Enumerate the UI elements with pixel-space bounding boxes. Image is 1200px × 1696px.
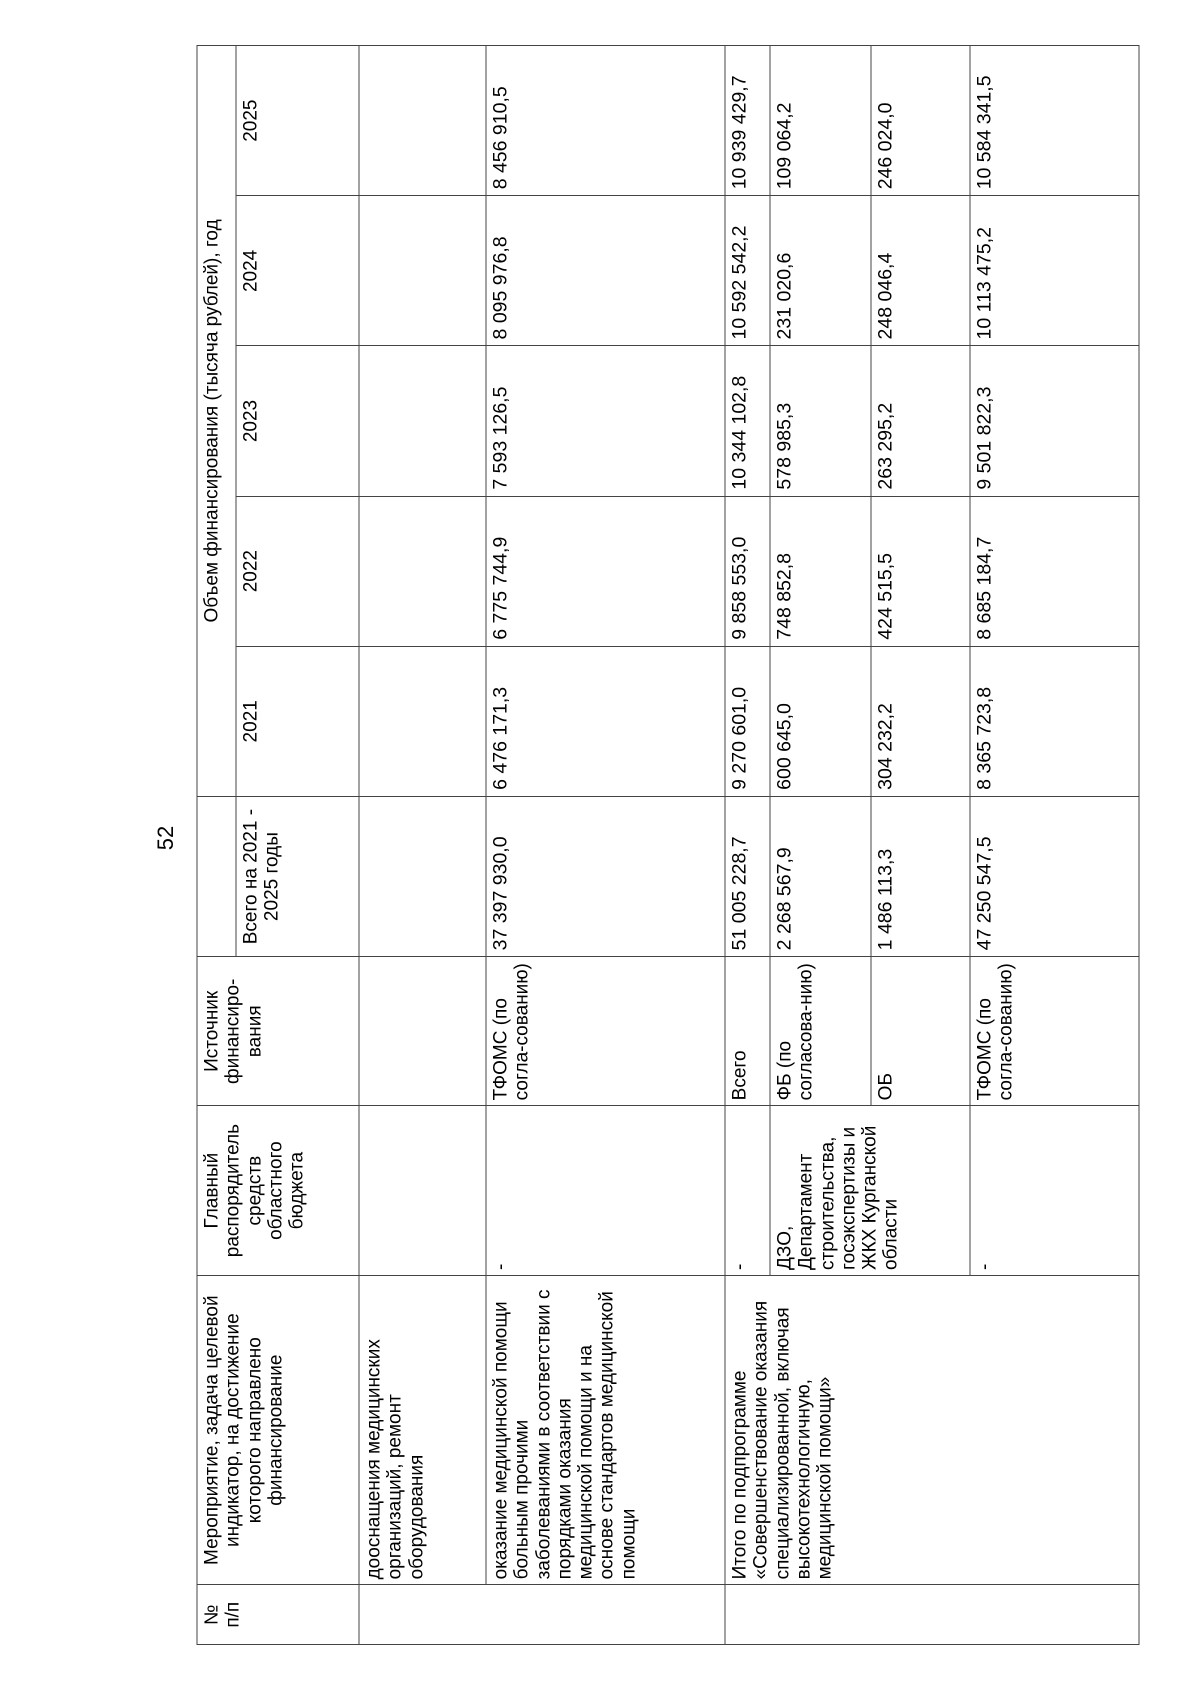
table-row (359, 46, 486, 1645)
subtotal-value: 246 024,0 (871, 46, 970, 196)
row-manager: - (486, 1106, 725, 1276)
header-total: Всего на 2021 - 2025 годы (236, 796, 359, 956)
subtotal-value: 10 939 429,7 (725, 46, 770, 196)
header-financing-group: Объем финансирования (тысяча рублей), год (197, 46, 236, 797)
row-source: ТФОМС (по согла-сованию) (486, 957, 725, 1106)
row-value (359, 646, 486, 796)
subtotal-value: 10 113 475,2 (970, 196, 1139, 346)
row-value: 6 775 744,9 (486, 496, 725, 646)
header-row-1 (197, 46, 236, 1645)
row-measure: оказание медицинской помощи больным прочими заболеваниями в соответствии с порядками оказания медицинской помощи и на основе стандартов медицинской помощи (486, 1275, 725, 1584)
subtotal-value: 424 515,5 (871, 496, 970, 646)
row-value: 8 456 910,5 (486, 46, 725, 196)
row-measure: дооснащения медицинских организаций, ремонт оборудования (359, 1275, 486, 1584)
subtotal-value: 9 270 601,0 (725, 646, 770, 796)
subtotal-manager: - (970, 1106, 1139, 1276)
header-year: 2022 (236, 496, 359, 646)
subtotal-source: Всего (725, 957, 770, 1106)
header-source: Источник финансиро-вания (197, 957, 359, 1106)
subtotal-value: 231 020,6 (770, 196, 871, 346)
row-value: 6 476 171,3 (486, 646, 725, 796)
subtotal-value: 9 858 553,0 (725, 496, 770, 646)
subtotal-value: 248 046,4 (871, 196, 970, 346)
row-value (359, 346, 486, 496)
subtotal-measure: Итого по подпрограмме «Совершенствование оказания специализированной, включая высокотехнологичную, медицинской помощи» (725, 1275, 1139, 1584)
row-total (359, 796, 486, 956)
row-value: 8 095 976,8 (486, 196, 725, 346)
subtotal-value: 10 344 102,8 (725, 346, 770, 496)
subtotal-manager: ДЗО, Департамент строительства, госэкспертизы и ЖКХ Курганской области (770, 1106, 970, 1276)
header-measure: Мероприятие, задача целевой индикатор, на достижение которого направлено финансирование (197, 1275, 359, 1584)
subtotal-value: 578 985,3 (770, 346, 871, 496)
financing-table-container (203, 45, 1133, 1645)
page-number: 52 (153, 825, 178, 851)
header-year: 2023 (236, 346, 359, 496)
header-manager: Главный распорядитель средств областного бюджета (197, 1106, 359, 1276)
subtotal-value: 8 365 723,8 (970, 646, 1139, 796)
row-total: 37 397 930,0 (486, 796, 725, 956)
subtotal-total: 2 268 567,9 (770, 796, 871, 956)
row-manager (359, 1106, 486, 1276)
subtotal-manager: - (725, 1106, 770, 1276)
header-year: 2024 (236, 196, 359, 346)
table-row (486, 46, 725, 1645)
subtotal-value: 263 295,2 (871, 346, 970, 496)
subtotal-total: 47 250 547,5 (970, 796, 1139, 956)
row-num (359, 1585, 725, 1645)
subtotal-value: 8 685 184,7 (970, 496, 1139, 646)
subtotal-source: ТФОМС (по согла-сованию) (970, 957, 1139, 1106)
subtotal-value: 10 592 542,2 (725, 196, 770, 346)
subtotal-value: 600 645,0 (770, 646, 871, 796)
subtotal-value: 748 852,8 (770, 496, 871, 646)
subtotal-num (725, 1585, 1139, 1645)
header-empty (197, 796, 236, 956)
header-num: № п/п (197, 1585, 359, 1645)
subtotal-source: ОБ (871, 957, 970, 1106)
subtotal-row-total (725, 46, 770, 1645)
row-source (359, 957, 486, 1106)
row-value (359, 496, 486, 646)
row-value (359, 46, 486, 196)
row-value (359, 196, 486, 346)
subtotal-value: 109 064,2 (770, 46, 871, 196)
subtotal-value: 10 584 341,5 (970, 46, 1139, 196)
subtotal-total: 1 486 113,3 (871, 796, 970, 956)
row-value: 7 593 126,5 (486, 346, 725, 496)
subtotal-value: 9 501 822,3 (970, 346, 1139, 496)
header-year: 2021 (236, 646, 359, 796)
header-year: 2025 (236, 46, 359, 196)
subtotal-total: 51 005 228,7 (725, 796, 770, 956)
financing-table (197, 45, 1140, 1645)
subtotal-source: ФБ (по согласова-нию) (770, 957, 871, 1106)
subtotal-value: 304 232,2 (871, 646, 970, 796)
